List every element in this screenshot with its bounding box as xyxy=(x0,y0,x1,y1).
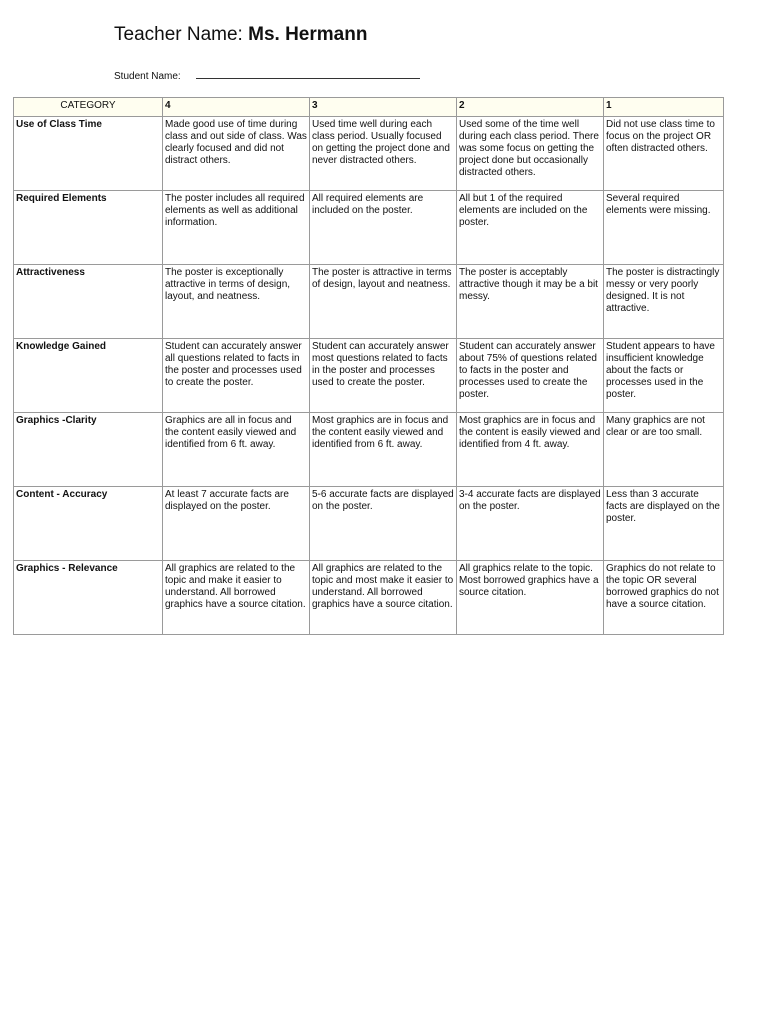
criteria-cell: The poster is acceptably attractive though it may be a bit messy. xyxy=(457,265,604,339)
table-row xyxy=(14,265,724,339)
teacher-label: Teacher Name: xyxy=(114,24,243,45)
column-header-score-2: 2 xyxy=(457,98,604,117)
criteria-cell: Student can accurately answer all questions related to facts in the poster and processes used to create the poster. xyxy=(163,339,310,413)
criteria-cell: Student appears to have insufficient knowledge about the facts or processes used in the poster. xyxy=(604,339,724,413)
category-cell: Knowledge Gained xyxy=(14,339,163,413)
criteria-cell: The poster includes all required elements as well as additional information. xyxy=(163,191,310,265)
column-header-score-3: 3 xyxy=(310,98,457,117)
table-row xyxy=(14,117,724,191)
category-cell: Use of Class Time xyxy=(14,117,163,191)
table-row xyxy=(14,339,724,413)
criteria-cell: Most graphics are in focus and the content easily viewed and identified from 6 ft. away. xyxy=(310,413,457,487)
criteria-cell: Graphics are all in focus and the content easily viewed and identified from 6 ft. away. xyxy=(163,413,310,487)
student-name-line xyxy=(114,69,420,82)
criteria-cell: All but 1 of the required elements are included on the poster. xyxy=(457,191,604,265)
criteria-cell: Used some of the time well during each class period. There was some focus on getting the project done but occasionally distracted others. xyxy=(457,117,604,191)
criteria-cell: Did not use class time to focus on the project OR often distracted others. xyxy=(604,117,724,191)
criteria-cell: The poster is attractive in terms of design, layout and neatness. xyxy=(310,265,457,339)
teacher-name: Ms. Hermann xyxy=(248,24,368,45)
criteria-cell: All graphics are related to the topic and most make it easier to understand. All borrowed graphics have a source citation. xyxy=(310,561,457,635)
criteria-cell: The poster is distractingly messy or very poorly designed. It is not attractive. xyxy=(604,265,724,339)
table-row xyxy=(14,487,724,561)
criteria-cell: Most graphics are in focus and the content is easily viewed and identified from 4 ft. away. xyxy=(457,413,604,487)
header-row xyxy=(14,98,724,117)
criteria-cell: Graphics do not relate to the topic OR several borrowed graphics do not have a source citation. xyxy=(604,561,724,635)
criteria-cell: Many graphics are not clear or are too small. xyxy=(604,413,724,487)
student-label: Student Name: xyxy=(114,71,181,82)
rubric-table xyxy=(13,97,724,635)
criteria-cell: Student can accurately answer most questions related to facts in the poster and processes used to create the poster. xyxy=(310,339,457,413)
criteria-cell: Used time well during each class period. Usually focused on getting the project done and never distracted others. xyxy=(310,117,457,191)
criteria-cell: Made good use of time during class and out side of class. Was clearly focused and did not distract others. xyxy=(163,117,310,191)
category-cell: Graphics - Relevance xyxy=(14,561,163,635)
table-row xyxy=(14,413,724,487)
criteria-cell: Student can accurately answer about 75% of questions related to facts in the poster and processes used to create the poster. xyxy=(457,339,604,413)
table-row xyxy=(14,191,724,265)
criteria-cell: All graphics are related to the topic and make it easier to understand. All borrowed graphics have a source citation. xyxy=(163,561,310,635)
column-header-score-1: 1 xyxy=(604,98,724,117)
criteria-cell: 5-6 accurate facts are displayed on the poster. xyxy=(310,487,457,561)
table-row xyxy=(14,561,724,635)
criteria-cell: 3-4 accurate facts are displayed on the poster. xyxy=(457,487,604,561)
category-cell: Content - Accuracy xyxy=(14,487,163,561)
student-name-field[interactable] xyxy=(196,69,420,79)
category-cell: Graphics -Clarity xyxy=(14,413,163,487)
column-header-score-4: 4 xyxy=(163,98,310,117)
criteria-cell: All required elements are included on the poster. xyxy=(310,191,457,265)
criteria-cell: The poster is exceptionally attractive in terms of design, layout, and neatness. xyxy=(163,265,310,339)
criteria-cell: Less than 3 accurate facts are displayed on the poster. xyxy=(604,487,724,561)
category-cell: Attractiveness xyxy=(14,265,163,339)
teacher-name-line xyxy=(114,24,367,46)
category-cell: Required Elements xyxy=(14,191,163,265)
column-header-category: CATEGORY xyxy=(14,98,163,117)
criteria-cell: All graphics relate to the topic. Most borrowed graphics have a source citation. xyxy=(457,561,604,635)
criteria-cell: At least 7 accurate facts are displayed on the poster. xyxy=(163,487,310,561)
criteria-cell: Several required elements were missing. xyxy=(604,191,724,265)
